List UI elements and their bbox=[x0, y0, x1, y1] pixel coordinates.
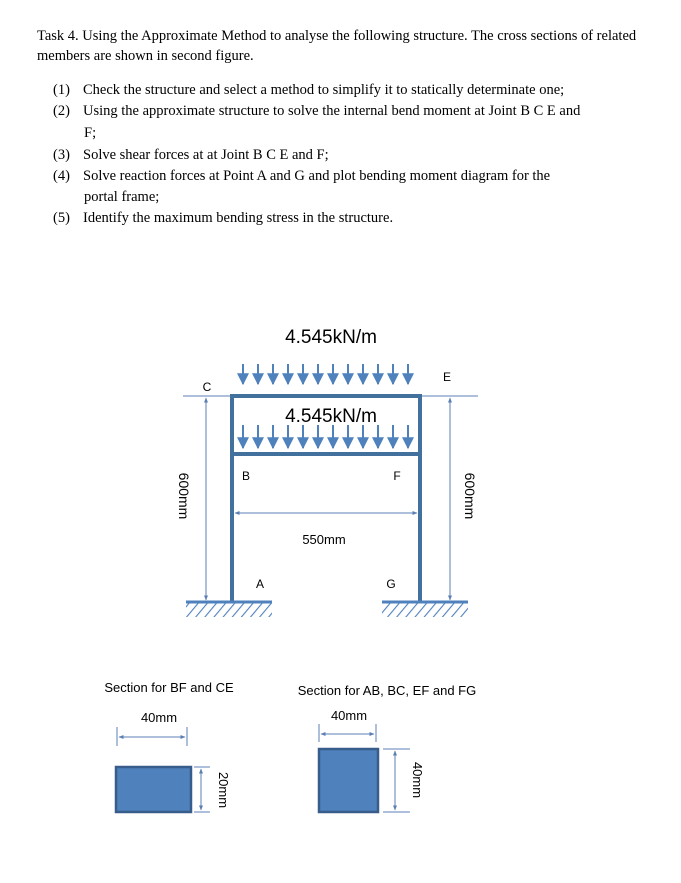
task-item-2-number: (2) bbox=[53, 103, 70, 119]
task-item-4-text: Solve reaction forces at Point A and G and plot bending moment diagram for the bbox=[83, 168, 551, 184]
task-item-3-text: Solve shear forces at at Joint B C E and F; bbox=[83, 147, 329, 163]
section-ab-height-label: 40mm bbox=[410, 761, 425, 799]
joint-label-a: A bbox=[255, 577, 265, 591]
left-height-label: 600mm bbox=[176, 472, 192, 520]
task-item-2-continuation: F; bbox=[84, 125, 97, 141]
section-bf-ce-rectangle bbox=[116, 767, 191, 812]
task-item-3-number: (3) bbox=[53, 147, 70, 163]
right-height-label: 600mm bbox=[462, 472, 478, 520]
middle-load-label: 4.545kN/m bbox=[285, 406, 377, 427]
section-ab-height-dimension bbox=[383, 749, 410, 812]
task-item-1-number: (1) bbox=[53, 82, 70, 98]
section-bf-ce-height-label: 20mm bbox=[216, 771, 231, 809]
left-ground-support bbox=[186, 602, 272, 617]
task-item-4-continuation: portal frame; bbox=[84, 189, 160, 205]
task-item-4-number: (4) bbox=[53, 168, 70, 184]
span-label: 550mm bbox=[302, 532, 346, 547]
joint-label-f: F bbox=[393, 469, 401, 483]
task-item-1-text: Check the structure and select a method to simplify it to statically determinate one; bbox=[83, 82, 565, 98]
section-ab-width-label: 40mm bbox=[330, 708, 368, 723]
section-ab-width-dimension bbox=[319, 724, 376, 742]
task-title: Task 4. Using the Approximate Method to analyse the following structure. The cross sections of related members are shown in second figure. bbox=[37, 28, 637, 64]
top-load-label: 4.545kN/m bbox=[285, 327, 377, 348]
section-bf-ce-width-dimension bbox=[117, 727, 187, 746]
task-item-5-text: Identify the maximum bending stress in the structure. bbox=[83, 210, 394, 226]
section-ab-rectangle bbox=[319, 749, 378, 812]
right-ground-support bbox=[382, 602, 468, 617]
task-item-2-text: Using the approximate structure to solve the internal bend moment at Joint B C E and bbox=[83, 103, 581, 119]
task-item-5-number: (5) bbox=[53, 210, 70, 226]
section-bf-ce-caption: Section for BF and CE bbox=[104, 680, 234, 695]
top-load-arrows bbox=[243, 364, 408, 384]
section-ab-bc-ef-fg-caption: Section for AB, BC, EF and FG bbox=[297, 683, 477, 698]
joint-label-g: G bbox=[386, 577, 396, 591]
section-bf-ce-height-dimension bbox=[194, 767, 210, 812]
joint-label-c: C bbox=[202, 380, 212, 394]
joint-label-b: B bbox=[241, 469, 251, 483]
middle-load-arrows bbox=[243, 425, 408, 448]
joint-label-e: E bbox=[442, 370, 452, 384]
section-bf-ce-width-label: 40mm bbox=[140, 710, 178, 725]
